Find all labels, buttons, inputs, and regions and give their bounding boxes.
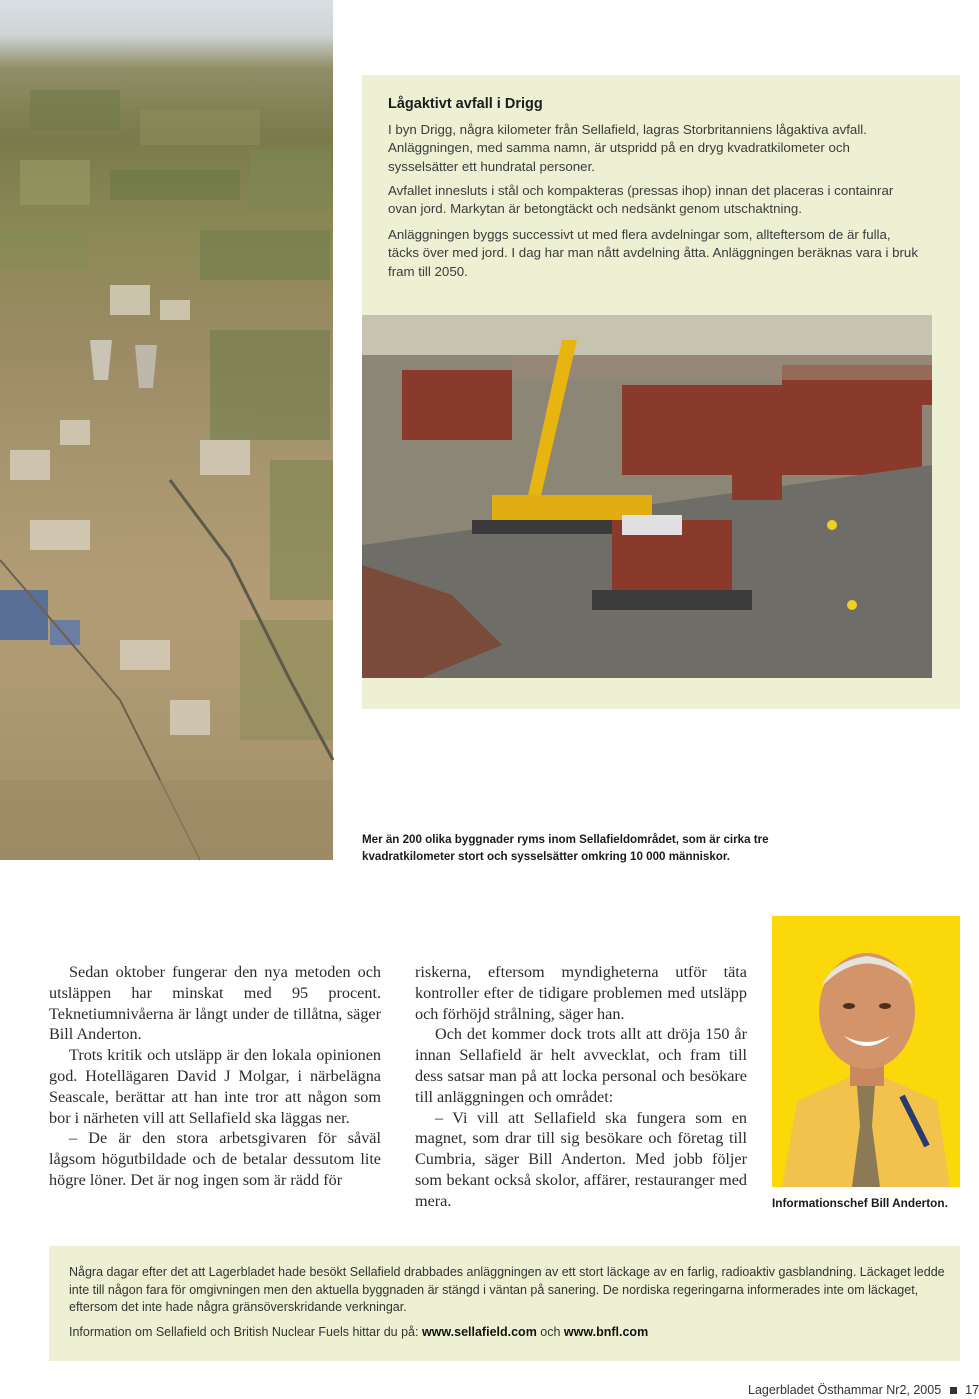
note-links-paragraph (69, 1324, 949, 1342)
portrait-caption: Informationschef Bill Anderton. (772, 1196, 948, 1210)
drigg-site-illustration (362, 315, 932, 678)
aerial-landscape-illustration (0, 0, 333, 860)
page-number: 17 (965, 1383, 979, 1397)
info-paragraph-1: I byn Drigg, några kilometer från Sellafield, lagras Storbritanniens lågaktiva avfall. Anläggningen, med samma namn, är utspridd på en dryg kvadratkilometer och sysselsätter ett hundratal personer. (388, 122, 867, 174)
square-bullet-icon (950, 1387, 957, 1394)
note-paragraph: Några dagar efter det att Lagerbladet hade besökt Sellafield drabbades anläggningen av ett stort läckage av en farlig, radioaktiv gasblandning. Läckaget ledde inte till någon fara för omgivningen men den aktuella byggnaden är stängd i väntan på sanering. De nordiska regeringarna informerades inte om läckaget, eftersom det inte hade några gränsöverskridande verkningar. (69, 1265, 945, 1314)
article-paragraph: riskerna, eftersom myndigheterna utför täta kontroller efter de tidigare problemen med utsläpp och förhöjd strålning, säger han. (415, 963, 747, 1023)
info-paragraph-2: Avfallet innesluts i stål och kompakteras (pressas ihop) innan det placeras i containrar ovan jord. Markytan är betongtäckt och nedsänkt genom utschaktning. (388, 183, 894, 217)
info-box-title: Lågaktivt avfall i Drigg (388, 96, 543, 112)
site-caption: Mer än 200 olika byggnader ryms inom Sellafieldområdet, som är cirka tre kvadratkilometer stort och sysselsätter omkring 10 000 människor. (362, 833, 769, 863)
article-paragraph: Sedan oktober fungerar den nya metoden och utsläppen har minskat med 95 procent. Teknetiumnivåerna är långt under de tillåtna, säger Bill Anderton. (49, 963, 381, 1044)
article-column-2 (415, 962, 747, 1212)
portrait-illustration (772, 916, 960, 1187)
footer-publication: Lagerbladet Östhammar Nr2, 2005 (748, 1383, 942, 1397)
page-footer (748, 1383, 979, 1397)
article-paragraph: – De är den stora arbetsgivaren för såväl lågsom högutbildade och de betalar dessutom lite högre löner. Det är nog ingen som är rädd för (49, 1129, 381, 1189)
article-paragraph: – Vi vill att Sellafield ska fungera som en magnet, som drar till sig besökare och företag till Cumbria, säger Bill Anderton. Med jobb följer som bekant också skolor, affärer, restauranger med mera. (415, 1108, 747, 1210)
article-paragraph: Och det kommer dock trots allt att dröja 150 år innan Sellafield är helt avvecklat, och fram till dess satsar man på att locka personal och besökare till anläggningen och området: (415, 1025, 747, 1106)
note-links-mid: och (536, 1325, 564, 1339)
note-links-prefix: Information om Sellafield och British Nuclear Fuels hittar du på: (69, 1325, 422, 1339)
link-sellafield[interactable]: www.sellafield.com (421, 1325, 537, 1339)
portrait-photo-bill-anderton (772, 916, 960, 1187)
article-paragraph: Trots kritik och utsläpp är den lokala opinionen god. Hotellägaren David J Molgar, i närbelägna Seascale, berättar att han inte tror att någon som bor i närheten vill att Sellafield ska läggas ner. (49, 1046, 381, 1127)
link-bnfl[interactable]: www.bnfl.com (563, 1325, 649, 1339)
aerial-photo (0, 0, 333, 860)
info-paragraph-3: Anläggningen byggs successivt ut med flera avdelningar som, allteftersom de är fulla, täcks över med jord. I dag har man nått avdelning åtta. Anläggningen beräknas vara i bruk fram till 2050. (388, 227, 918, 279)
drigg-site-photo (362, 315, 932, 678)
article-column-1 (49, 962, 381, 1191)
